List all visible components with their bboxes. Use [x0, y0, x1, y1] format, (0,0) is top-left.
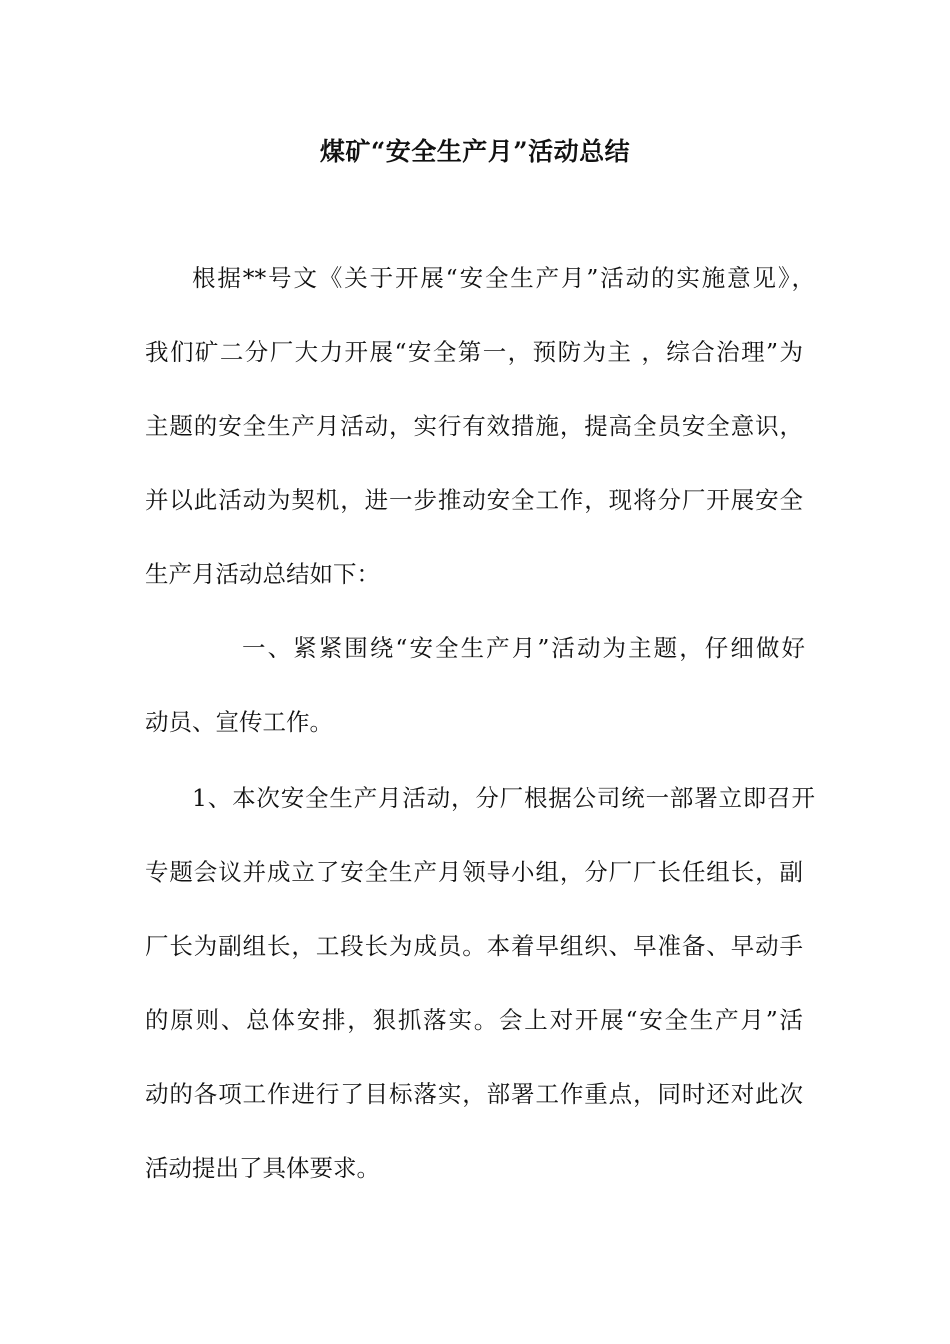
- paragraph-line: 并以此活动为契机，进一步推动安全工作，现将分厂开展安全: [145, 486, 803, 514]
- paragraph-line: 的原则、总体安排，狠抓落实。会上对开展“安全生产月”活: [145, 1006, 803, 1034]
- paragraph-line: 主题的安全生产月活动，实行有效措施，提高全员安全意识，: [145, 412, 803, 440]
- paragraph-line: 生产月活动总结如下：: [145, 560, 380, 588]
- document-title: 煤矿“安全生产月”活动总结: [319, 137, 631, 166]
- section-heading-line: 一、紧紧围绕“安全生产月”活动为主题，仔细做好: [242, 634, 805, 662]
- paragraph-line: 根据**号文《关于开展“安全生产月”活动的实施意见》，: [192, 264, 815, 292]
- section-heading-line: 动员、宣传工作。: [145, 708, 333, 736]
- paragraph-line: 专题会议并成立了安全生产月领导小组，分厂厂长任组长，副: [145, 858, 803, 886]
- paragraph-line: 动的各项工作进行了目标落实，部署工作重点，同时还对此次: [145, 1080, 803, 1108]
- paragraph-line: 厂长为副组长，工段长为成员。本着早组织、早准备、早动手: [145, 932, 803, 960]
- paragraph-line: 活动提出了具体要求。: [145, 1154, 380, 1182]
- paragraph-line: 我们矿二分厂大力开展“安全第一，预防为主 ，综合治理”为: [145, 338, 803, 366]
- paragraph-line: 1、本次安全生产月活动，分厂根据公司统一部署立即召开: [192, 784, 815, 812]
